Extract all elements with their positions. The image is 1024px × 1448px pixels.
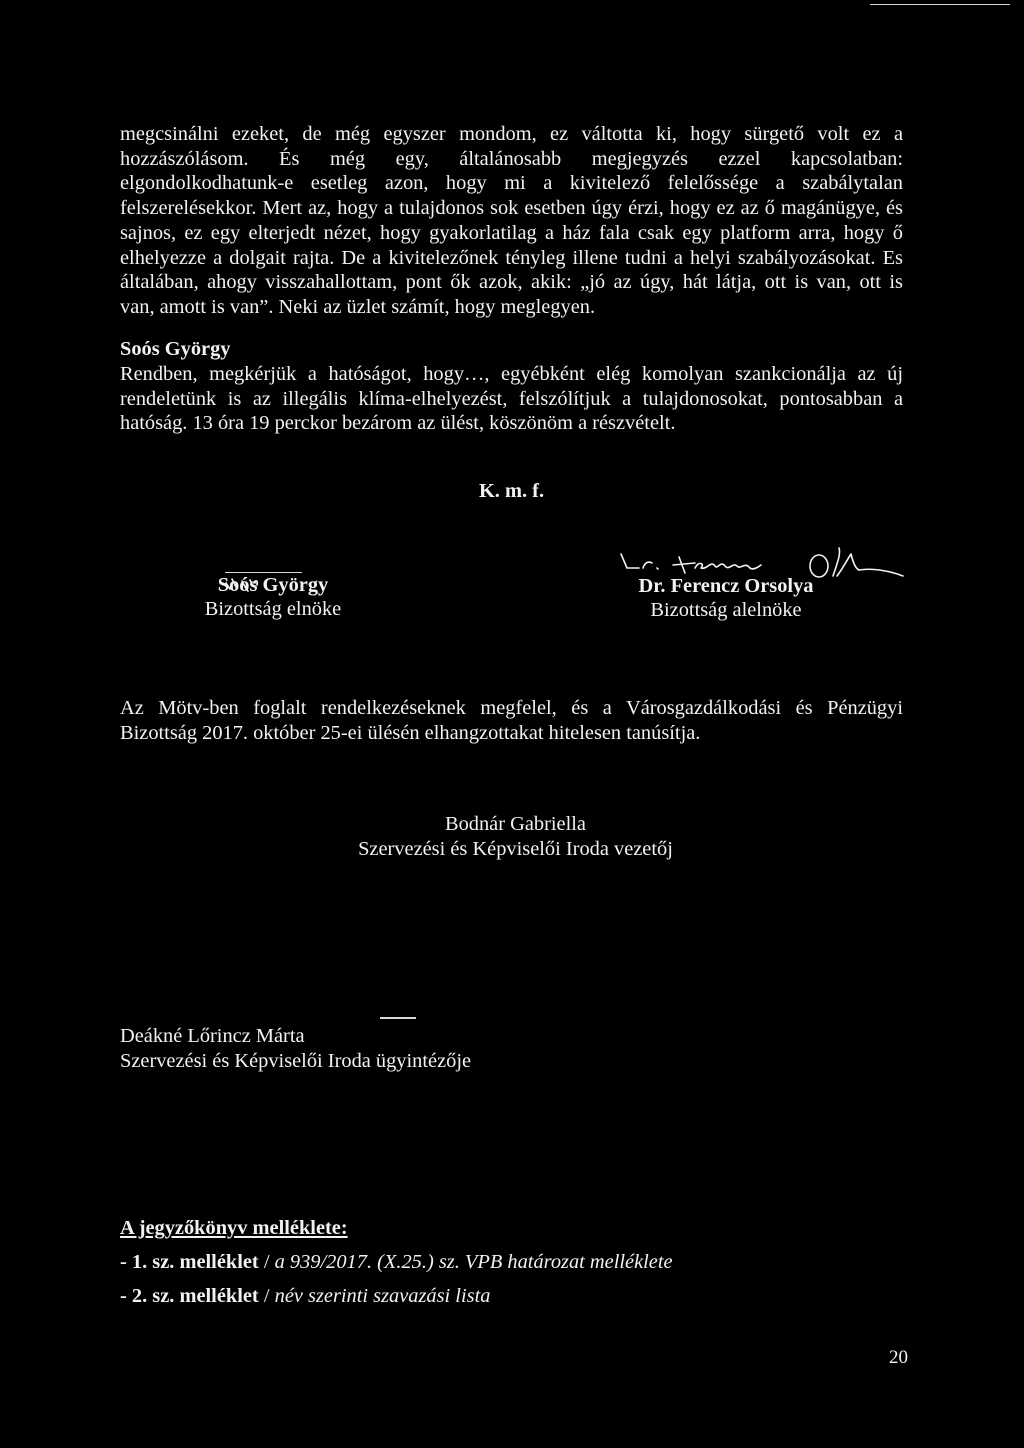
paragraph-line: Rendben, megkérjük a hatóságot, hogy…, egyébként elég komolyan szankcionálja az új — [120, 363, 903, 385]
attachments-heading: A jegyzőkönyv melléklete: — [120, 1217, 348, 1239]
top-edge-rule — [870, 4, 1010, 5]
signature-block-vice-chair — [616, 574, 836, 622]
paragraph-line: Az Mötv-ben foglalt rendelkezéseknek megfelel, és a Városgazdálkodási és Pénzügyi — [120, 697, 903, 719]
clerk-name: Deákné Lőrincz Márta — [120, 1025, 305, 1047]
signature-block-chair — [163, 573, 383, 621]
attachment-label: - 1. sz. melléklet — [120, 1251, 259, 1273]
certification-paragraph — [120, 696, 903, 745]
certifier-name: Bodnár Gabriella — [445, 813, 586, 835]
certifier-block — [124, 812, 907, 861]
paragraph-line: hozzászólásom. És még egy, általánosabb megjegyzés ezzel kapcsolatban: — [120, 147, 903, 170]
attachment-item — [120, 1284, 903, 1308]
paragraph-line: elhelyezze a dolgait rajta. De a kivitelezőnek tényleg illene tudni a helyi szabályozásokat. Es — [120, 246, 903, 269]
paragraph-line: elgondolkodhatunk-e esetleg azon, hogy mi a kivitelező felelőssége a szabálytalan — [120, 172, 903, 195]
clerk-block — [120, 1024, 903, 1073]
page-number: 20 — [889, 1347, 908, 1368]
chair-handwritten-signature — [212, 571, 262, 601]
speech-paragraph — [120, 362, 903, 436]
closing-formula: K. m. f. — [478, 480, 545, 502]
paragraph-line: felszerelésekkor. Mert az, hogy a tulajdonos sok esetben úgy érzi, hogy ez az ő magánügye, és — [120, 197, 903, 220]
attachment-separator: / — [263, 1251, 270, 1273]
attachment-label: - 2. sz. melléklet — [120, 1285, 259, 1307]
paragraph-line: sajnos, ez egy elterjedt nézet, hogy gyakorlatilag a ház fala csak egy platform arra, hogy ő — [120, 221, 903, 244]
chair-name: Soós György — [217, 574, 329, 596]
paragraph-line: hatóság. 13 óra 19 perckor bezárom az ülést, köszönöm a részvételt. — [120, 412, 676, 435]
attachment-separator: / — [263, 1285, 270, 1307]
chair-role: Bizottság elnöke — [204, 598, 342, 620]
clerk-role: Szervezési és Képviselői Iroda ügyintézője — [120, 1049, 472, 1072]
attachment-description: név szerinti szavazási lista — [274, 1285, 491, 1307]
paragraph-line: rendeletünk is az illegális klíma-elhelyezést, felszólítjuk a tulajdonosokat, pontosabban a — [120, 387, 903, 410]
continuation-paragraph — [120, 122, 903, 320]
paragraph-line: általában, ahogy visszahallottam, pont ők azok, akik: „jó az úgy, hát látja, ott is van, ott is — [120, 271, 903, 294]
attachments-heading-row — [120, 1216, 903, 1241]
vice-chair-name: Dr. Ferencz Orsolya — [638, 575, 814, 597]
attachment-description: a 939/2017. (X.25.) sz. VPB határozat melléklete — [274, 1251, 673, 1273]
clerk-signature-line — [380, 1017, 416, 1019]
paragraph-line: van, amott is van”. Neki az üzlet számít, hogy meglegyen. — [120, 295, 596, 318]
certifier-role: Szervezési és Képviselői Iroda vezetőj — [358, 837, 673, 860]
speaker-name: Soós György — [120, 338, 231, 360]
paragraph-line: megcsinálni ezeket, de még egyszer mondom, ez váltotta ki, hogy sürgető volt ez a — [120, 123, 903, 145]
attachment-item — [120, 1250, 903, 1274]
vice-chair-role: Bizottság alelnöke — [650, 599, 802, 621]
paragraph-line: Bizottság 2017. október 25-ei ülésén elhangzottakat hitelesen tanúsítja. — [120, 721, 701, 744]
